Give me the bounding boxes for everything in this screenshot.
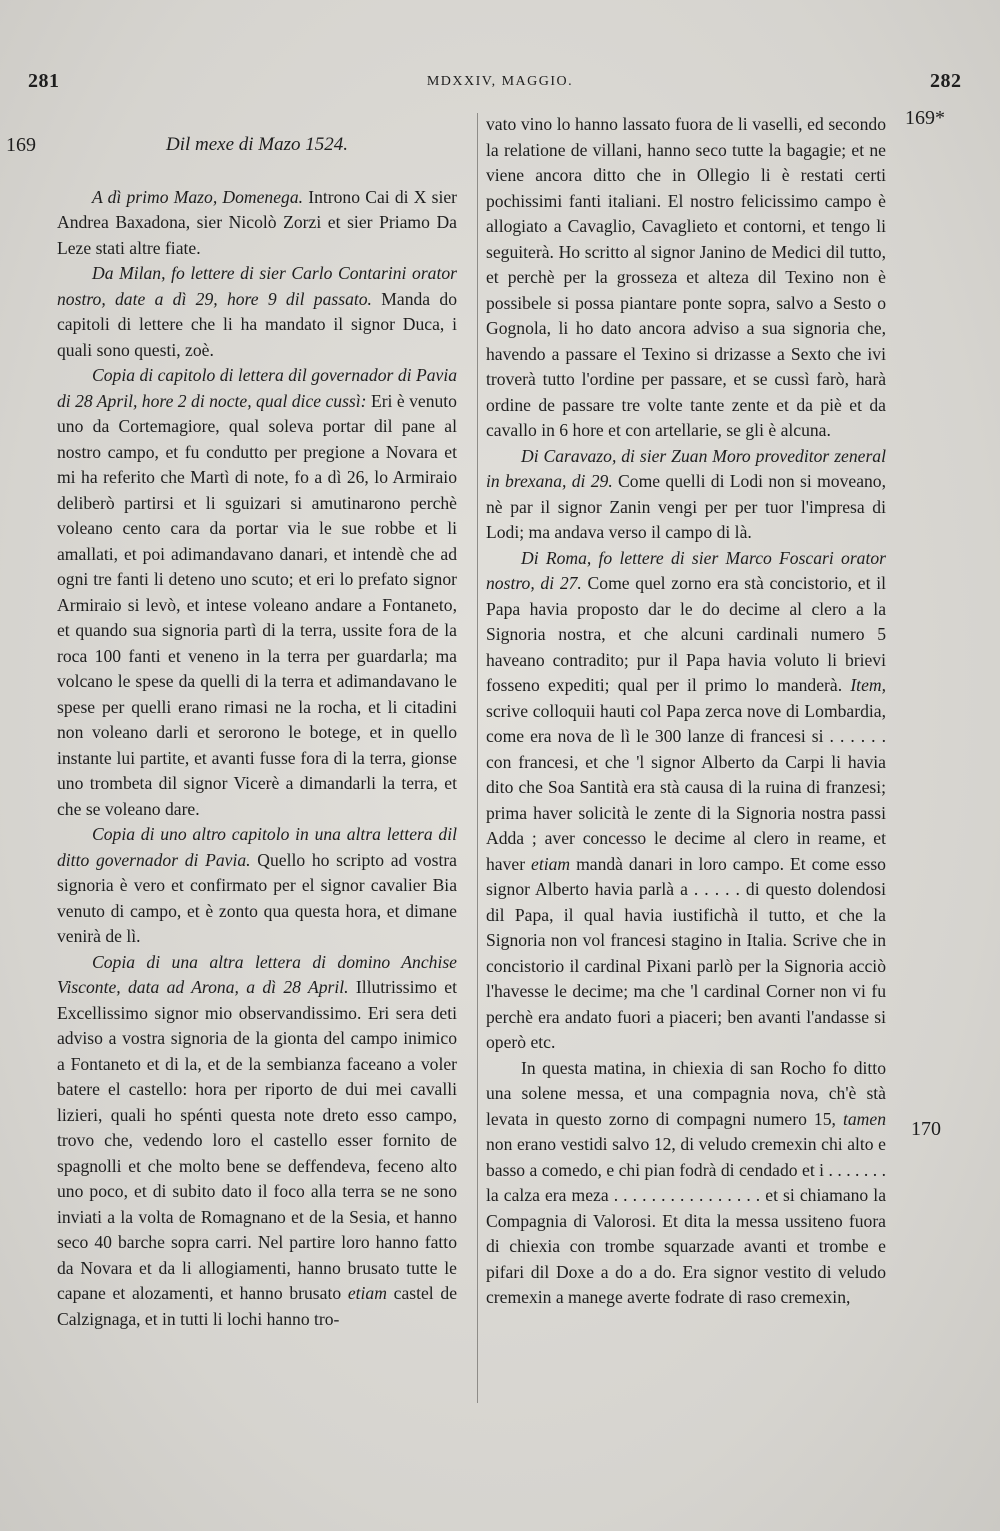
paragraph: vato vino lo hanno lassato fuora de li vaselli, ed secondo la relatione de villani, hanno seco tutte la bagagie; et ne viene ancora ditto che in Ollegio li è restati certi pochissimi fanti italiani. El nostro felicissimo campo è allogiato a Cavaglio, Cavaglieto et contorni, et tengo li seguiterà. Ho scritto al signor Janino de Medici dil tutto, et perchè per la grosseza et alteza dil Texino non è possibele si possa piantare ponte sopra, salvo a Sesto o Gognola, li ho dato ancora adviso a sua signoria che, havendo a passare el Texino si drizasse a Sexto che ivi troverà tutto l'ordine per passare, et se cussì farò, harà ordine de passare tre volte tante zente et da piè et da cavallo in 6 hore et con artellarie, se gli è alcuna.: [486, 114, 886, 440]
paragraph: A dì primo Mazo, Domenega. Introno Cai di X sier Andrea Baxadona, sier Nicolò Zorzi et sier Priamo Da Leze stati altre fiate.: [57, 186, 458, 258]
paragraph: Di Roma, fo lettere di sier Marco Foscari orator nostro, di 27. Come quel zorno era stà concistorio, et il Papa havia proposto dar le do decime al clero a la Signoria nostra, et che alcuni cardinali numero 5 haveano contradito; pur il Papa havia voluto li brievi fosseno expediti; qual per il primo lo manderà. Item, scrive colloquii hauti col Papa zerca nove di Lombardia, come era nova de lì le 300 lanze di francesi si . . . . . . con francesi, et che 'l signor Alberto da Carpi li havia dito che Soa Santità era stà causa di la ruina di franzesi; prima haver solicità le zente di la Signoria nostra passi Adda ; aver concesso le decime al clero in reame, et haver etiam mandà danari in loro campo. Et come esso signor Alberto havia parlà a . . . . . di questo dolendosi dil Papa, il qual havia iustifichà il tutto, et che la Signoria non vol francesi stagino in Italia. Scrive che in concistorio il cardinal Pixani parlò per la Signoria acciò l'havesse le decime; ma che 'l cardinal Corner non vi fu perchè era andato fuori a piaceri; ben avanti l'andasse si operò etc.: [486, 547, 886, 1052]
right-page-number: 282: [930, 70, 962, 92]
paragraph: Da Milan, fo lettere di sier Carlo Contarini orator nostro, date a dì 29, hore 9 dil passato. Manda do capitoli di lettere che li ha mandato il signor Duca, i quali sono questi, zoè.: [57, 263, 458, 360]
margin-number-169-right: 169*: [905, 107, 945, 129]
left-column: [57, 112, 457, 1332]
paragraph: Copia di capitolo di lettera dil governador di Pavia di 28 April, hore 2 di nocte, qual dice cussì: Eri è venuto uno da Cortemagiore, qual soleva portar dil pane al nostro campo, et fu condutto per pregione a Novara et mi ha referito che Martì di note, fo a dì 26, lo Armiraio deliberò partirsi et li sguizari si amutinarono perchè voleano cento cara da portar via le sue robbe et li amallati, et poi adimandavano danari, et intendè che ad ogni tre fanti li deteno uno scuto; et eri lo prefato signor Armiraio si levò, et intese voleano andare a Fontaneto, et quando sua signoria partì di la terra, ussite fora de la roca 100 fanti et veneno in la terra per guardarla; ma volcano le spese da quelli di la terra et adimandavano le spese per quelli erano rimasi ne la rocha, et li citadini non voleano darli et serorono le botege, et in quello instante lui partite, et avanti fusse fora di la terra, gionse uno trombeta dil signor Vicerè a dimandarli la terra, et che se voleano dare.: [57, 365, 457, 819]
paragraph: Copia di una altra lettera di domino Anchise Visconte, data ad Arona, a dì 28 April. Illutrissimo et Excellissimo signor mio observandissimo. Eri sera deti adviso a vostra signoria de la gionta del campo inimico a Fontaneto et di la, et de la sembianza faceano a voler batere el castello: hora per riporto de dui mei cavalli lizieri, quali ho spénti questa note dreto esso campo, trovo che, vedendo loro el castello esser fornito de spagnolli et che molto bene se deffendeva, feceno alto uno poco, et di subito dato il foco alla terra se ne sono inviati a la volta de Romagnano et de la Sesia, et hanno seco 40 barche sopra carri. Nel partire loro hanno fatto da Novara et da li allogiamenti, hanno brusato tutte le capane et alozamenti, et hanno brusato etiam castel de Calzignaga, et in tutti li lochi hanno tro-: [57, 951, 458, 1329]
margin-number-169-left: 169: [6, 134, 36, 156]
left-page-number: 281: [28, 70, 60, 92]
paragraph: Di Caravazo, di sier Zuan Moro proveditor zeneral in brexana, di 29. Come quelli di Lodi non si moveano, nè par il signor Zanin vengi per per tuor l'impresa di Lodi; ma andava verso il campo di là.: [486, 445, 886, 542]
column-divider: [477, 113, 478, 1403]
section-heading: Dil mexe di Mazo 1524.: [165, 134, 349, 155]
running-title: MDXXIV, MAGGIO.: [426, 74, 574, 89]
right-column: [486, 112, 886, 1311]
paragraph: Copia di uno altro capitolo in una altra lettera dil ditto governador di Pavia. Quello ho scripto ad vostra signoria è vero et confirmato per el signor cavalier Bia venuto di campo, et è zonto qua questa hora, et dimane venirà de lì.: [57, 824, 457, 946]
paragraph: In questa matina, in chiexia di san Rocho fo ditto una solene messa, et una compagnia nova, ch'è stà levata in questo zorno di compagni numero 15, tamen non erano vestidi salvo 12, di veludo cremexin chi alto e basso a comedo, e chi pian fodrà di cendado et i . . . . . . . la calza era meza . . . . . . . . . . . . . . . . et si chiamano la Compagnia di Valorosi. Et dita la messa ussiteno fuora di chiexia con trombe squarzade avanti et trombe e pifari dil Doxe a do a do. Era signor vestito di veludo cremexin a manege averte fodrate di raso cremexin,: [486, 1057, 886, 1307]
margin-number-170: 170: [911, 1118, 941, 1140]
